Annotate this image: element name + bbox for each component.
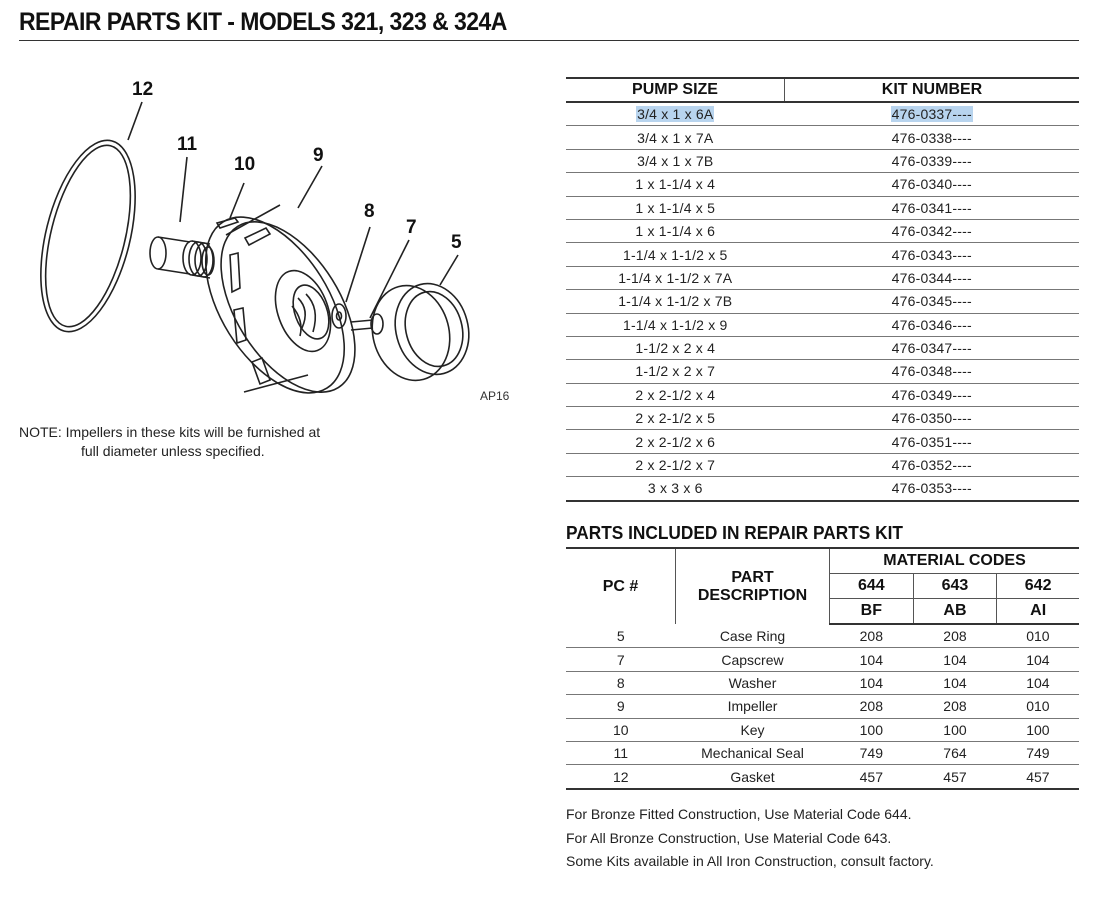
kit-number-cell: 476-0337---- [891,106,972,123]
code-644-cell: 457 [830,765,914,789]
table-row [566,741,1079,764]
table-row [566,695,1079,718]
callout-10: 10 [234,154,256,175]
pump-size-cell: 2 x 2-1/2 x 4 [566,383,785,406]
leader-7 [370,240,409,318]
code-642-cell: 104 [997,671,1079,694]
code-644-cell: 100 [830,718,914,741]
description-cell: Capscrew [676,648,830,671]
leader-5 [440,255,458,285]
code-643-cell: 208 [913,695,997,718]
table-row [566,765,1079,789]
description-cell: Case Ring [676,624,830,648]
table-row [566,219,1079,242]
parts-table [566,547,1079,790]
title-divider [19,40,1079,41]
callout-7: 7 [406,217,417,238]
kit-number-table [566,77,1079,502]
code-642-cell: 104 [997,648,1079,671]
mechanical-seal-shape [150,237,214,278]
table-row [566,671,1079,694]
exploded-parts-diagram [30,70,520,410]
code-642-cell: 010 [997,624,1079,648]
kit-number-cell: 476-0348---- [785,360,1080,383]
pump-size-cell: 1-1/4 x 1-1/2 x 9 [566,313,785,336]
callout-9: 9 [313,145,324,166]
impeller-note [19,423,320,461]
code-642-cell: 010 [997,695,1079,718]
pc-cell: 10 [566,718,676,741]
pc-cell: 8 [566,671,676,694]
description-cell: Gasket [676,765,830,789]
description-cell: Washer [676,671,830,694]
kit-number-cell: 476-0352---- [785,453,1080,476]
material-codes-header: MATERIAL CODES [830,548,1080,574]
code-644-cell: 104 [830,671,914,694]
construction-notes [566,803,934,874]
table-row [566,290,1079,313]
table-row [566,102,1079,126]
part-description-header [676,548,830,624]
leader-8 [346,227,370,302]
kit-number-cell: 476-0338---- [785,126,1080,149]
kit-number-cell: 476-0341---- [785,196,1080,219]
callout-8: 8 [364,201,375,222]
pump-size-header: PUMP SIZE [566,78,785,102]
pc-cell: 9 [566,695,676,718]
note-line-1: NOTE: Impellers in these kits will be furnished at [19,424,321,440]
callout-12: 12 [132,79,154,100]
description-cell: Mechanical Seal [676,741,830,764]
kit-number-cell: 476-0347---- [785,336,1080,359]
pump-size-cell: 1-1/4 x 1-1/2 x 5 [566,243,785,266]
pc-cell: 7 [566,648,676,671]
table-row [566,266,1079,289]
code-642-header: 642 [997,574,1079,599]
pump-size-cell: 1-1/2 x 2 x 4 [566,336,785,359]
description-cell: Impeller [676,695,830,718]
kit-number-header: KIT NUMBER [785,78,1080,102]
code-643-cell: 104 [913,671,997,694]
table-row [566,477,1079,501]
leader-12 [128,102,142,140]
kit-number-cell: 476-0346---- [785,313,1080,336]
gasket-ring-outer [30,131,152,341]
pump-size-cell: 1 x 1-1/4 x 5 [566,196,785,219]
kit-number-cell: 476-0342---- [785,219,1080,242]
description-cell: Key [676,718,830,741]
code-644-cell: 208 [830,624,914,648]
footer-line-2: For All Bronze Construction, Use Material Code 643. [566,829,892,846]
kit-number-cell: 476-0350---- [785,407,1080,430]
pump-size-cell: 2 x 2-1/2 x 7 [566,453,785,476]
kit-number-cell: 476-0345---- [785,290,1080,313]
leader-11 [180,157,187,222]
pc-cell: 5 [566,624,676,648]
page-title: REPAIR PARTS KIT - MODELS 321, 323 & 324A [19,8,507,36]
callout-5: 5 [451,232,462,253]
code-642-cell: 749 [997,741,1079,764]
table-row [566,407,1079,430]
table-row [566,430,1079,453]
kit-number-cell: 476-0339---- [785,149,1080,172]
leader-10 [230,183,244,218]
table-row [566,336,1079,359]
table-row [566,360,1079,383]
pump-size-cell: 3/4 x 1 x 6A [637,106,714,123]
code-643-cell: 764 [913,741,997,764]
table-row [566,383,1079,406]
table-row [566,453,1079,476]
code-ab-header: AB [913,599,997,625]
table-row [566,126,1079,149]
part-description-header-line2: DESCRIPTION [697,586,808,604]
pump-size-cell: 1 x 1-1/4 x 4 [566,173,785,196]
kit-number-cell: 476-0344---- [785,266,1080,289]
table-row [566,718,1079,741]
pump-size-cell: 1-1/4 x 1-1/2 x 7B [566,290,785,313]
code-644-cell: 749 [830,741,914,764]
table-row [566,648,1079,671]
pc-number-header: PC # [566,548,676,624]
part-description-header-line1: PART [731,568,774,586]
code-642-cell: 100 [997,718,1079,741]
capscrew-shape [351,314,383,334]
code-bf-header: BF [830,599,914,625]
footer-line-1: For Bronze Fitted Construction, Use Material Code 644. [566,806,912,822]
code-644-header: 644 [830,574,914,599]
callout-11: 11 [177,134,198,155]
pump-size-cell: 3 x 3 x 6 [566,477,785,501]
pc-cell: 11 [566,741,676,764]
pump-size-cell: 2 x 2-1/2 x 6 [566,430,785,453]
code-643-cell: 104 [913,648,997,671]
table-row [566,173,1079,196]
code-642-cell: 457 [997,765,1079,789]
table-row [566,243,1079,266]
kit-number-cell: 476-0353---- [785,477,1080,501]
code-643-cell: 457 [913,765,997,789]
code-644-cell: 208 [830,695,914,718]
footer-line-3: Some Kits available in All Iron Construction, consult factory. [566,853,934,869]
kit-number-cell: 476-0340---- [785,173,1080,196]
pump-size-cell: 3/4 x 1 x 7B [566,149,785,172]
table-row [566,196,1079,219]
pump-size-cell: 3/4 x 1 x 7A [566,126,785,149]
code-ai-header: AI [997,599,1079,625]
pump-size-cell: 1-1/4 x 1-1/2 x 7A [566,266,785,289]
pump-size-cell: 1 x 1-1/4 x 6 [566,219,785,242]
code-643-header: 643 [913,574,997,599]
figure-code: AP16 [480,389,510,403]
pc-cell: 12 [566,765,676,789]
table-row [566,624,1079,648]
note-line-2: full diameter unless specified. [81,443,265,459]
code-644-cell: 104 [830,648,914,671]
kit-number-cell: 476-0349---- [785,383,1080,406]
parts-section-title: PARTS INCLUDED IN REPAIR PARTS KIT [566,523,903,543]
impeller-shape [177,193,382,410]
code-643-cell: 208 [913,624,997,648]
pump-size-cell: 1-1/2 x 2 x 7 [566,360,785,383]
pump-size-cell: 2 x 2-1/2 x 5 [566,407,785,430]
kit-number-cell: 476-0351---- [785,430,1080,453]
gasket-ring-inner [30,137,146,335]
table-row [566,149,1079,172]
table-row [566,313,1079,336]
leader-9 [298,166,322,208]
code-643-cell: 100 [913,718,997,741]
kit-number-cell: 476-0343---- [785,243,1080,266]
